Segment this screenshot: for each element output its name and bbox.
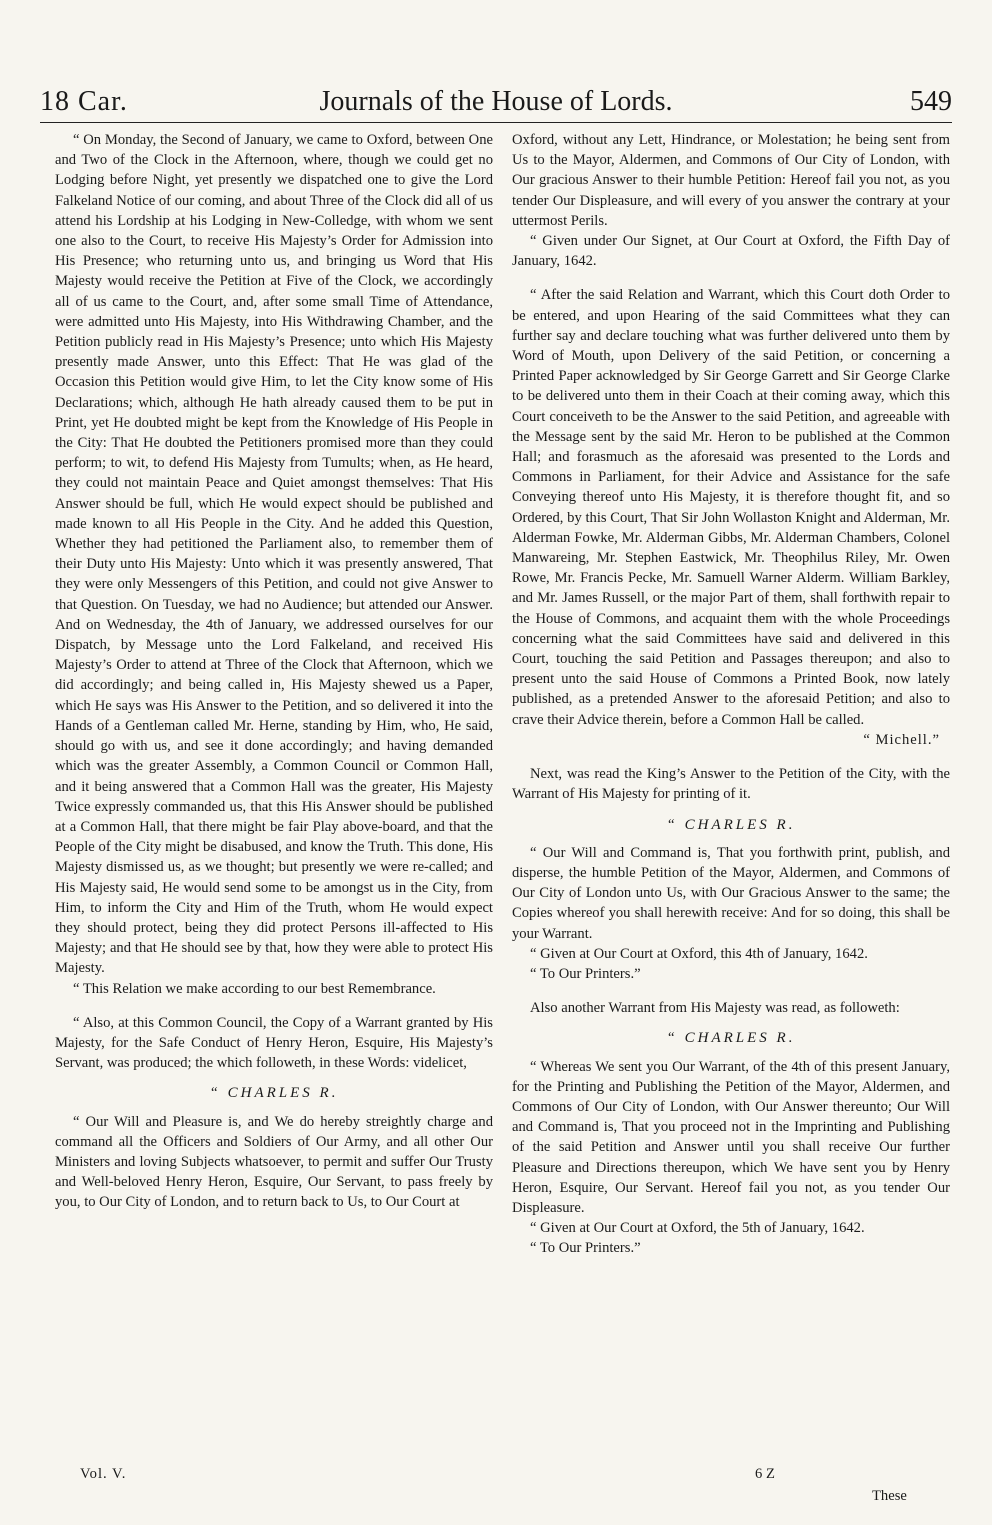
catchword: These <box>872 1488 907 1504</box>
signet-date: “ Given under Our Signet, at Our Court at Oxford, the Fifth Day of January, 1642. <box>512 233 950 270</box>
left-column <box>55 130 493 1213</box>
volume-label: Vol. V. <box>80 1466 127 1482</box>
warrant-text: “ Our Will and Pleasure is, and We do hereby streightly charge and command all the Officers and Soldiers of Our Army, and all other Our Ministers and loving Subjects whatsoever, to permit and suffer Our Trusty and Well-beloved Henry Heron, Esquire, Our Servant, to pass freely by you, to Our City of London, and to return back to Us, to Our Court at <box>55 1113 493 1211</box>
charles-heading-2: “ CHARLES R. <box>666 816 796 833</box>
charles-heading: “ CHARLES R. <box>209 1085 339 1102</box>
warrant-intro: “ Also, at this Common Council, the Copy of a Warrant granted by His Majesty, for the Safe Conduct of Henry Heron, Esquire, His Majesty’s Servant, was produced; the which followeth, in these Words: videlicet, <box>55 1014 493 1072</box>
relation-closing: “ This Relation we make according to our best Remembrance. <box>73 980 436 997</box>
kings-answer-intro: Next, was read the King’s Answer to the Petition of the City, with the Warrant of His Majesty for printing of it. <box>512 766 950 803</box>
court-order-paragraph: “ After the said Relation and Warrant, which this Court doth Order to be entered, and upon Hearing of the said Committees what they can further say and declare touching what was further delivered unto them by Word of Mouth, upon Delivery of the said Petition, or concerning a Printed Paper acknowledged by Sir George Garrett and Sir George Clarke to be delivered unto them in their Coach at their coming away, which this Court conceiveth to be the Answer to the said Petition, and agreeable with the Message sent by the said Mr. Heron to be published at the Common Hall; and forasmuch as the aforesaid was presented to the Lords and Commons in Parliament, for their Advice and Assistance for the safe Conveying thereof unto His Majesty, it is therefore thought fit, and so Ordered, by this Court, That Sir John Wollaston Knight and Alderman, Mr. Alderman Fowke, Mr. Alderman Gibbs, Mr. Alderman Chambers, Colonel Manwareing, Mr. Stephen Eastwick, Mr. Theophilus Riley, Mr. Owen Rowe, Mr. Francis Pecke, Mr. Samuell Warner Alderm. William Barkley, and Mr. James Russell, or the major Part of them, shall forthwith repair to the House of Commons, and acquaint them with the whole Proceedings concerning what the said Committees have said and delivered in this Court, touching the said Petition and Passages thereupon; and also to present unto the said House of Commons a Printed Book, now lately published, as a pretended Answer to the aforesaid Petition; and also to crave their Advice therein, before a Common Hall be called. <box>512 287 950 728</box>
another-warrant-intro: Also another Warrant from His Majesty was read, as followeth: <box>530 1000 900 1017</box>
stay-printing-warrant: “ Whereas We sent you Our Warrant, of the 4th of this present January, for the Printing and Publishing the Petition of the Mayor, Aldermen, and Commons of Our City of London, with Our Answer thereunto; Our Will and Command is, That you proceed not in the Imprinting and Publishing of the said Petition and Answer until you shall receive Our further Pleasure and Directions thereupon, which We have sent you by Henry Heron, Esquire, Our Servant. Hereof fail you not, as you tender Our Displeasure. <box>512 1058 950 1216</box>
signature-mark: 6 Z <box>755 1466 775 1482</box>
header-rule <box>40 122 952 123</box>
journal-title: Journals of the House of Lords. <box>319 86 673 117</box>
stay-warrant-date: “ Given at Our Court at Oxford, the 5th of January, 1642. <box>530 1220 865 1237</box>
warrant-continuation: Oxford, without any Lett, Hindrance, or Molestation; he being sent from Us to the Mayor, Aldermen, and Commons of Our City of London, with Our gracious Answer to their humble Petition: Hereof fail you not, as you tender Our Displeasure, and will every of you answer the contrary at your uttermost Perils. <box>512 132 950 229</box>
right-column <box>512 130 950 1259</box>
michell-signature: “ Michell.” <box>863 731 940 748</box>
charles-heading-3: “ CHARLES R. <box>666 1030 796 1047</box>
relation-paragraph: “ On Monday, the Second of January, we came to Oxford, between One and Two of the Clock in the Afternoon, where, though we could get no Lodging before Night, yet presently we dispatched one to give the Lord Falkeland Notice of our coming, and about Three of the Clock did all of us attend his Lordship at his Lodging in New-Colledge, with whom we sent one also to the Court, to receive His Majesty’s Order for Admission into His Presence; who returning unto us, and bringing us Word that His Majesty would receive the Petition at Five of the Clock, we accordingly all of us came to the Court, and, after some small Time of Attendance, were admitted unto His Majesty, into His Withdrawing Chamber, and the Petition publicly read in His Majesty’s Presence; unto which His Majesty presently made Answer, unto this Effect: That He was glad of the Occasion this Petition would give Him, to let the City know some of His Declarations; which, although He hath already caused them to be put in Print, yet He doubted might be kept from the Knowledge of His People in the City: That He doubted the Petitioners promised more than they could perform; to wit, to defend His Majesty from Tumults; when, as He heard, they could not maintain Peace and Quiet amongst themselves: That His Answer should be full, which He would expect should be published and made known to all His People in the City. And he added this Question, Whether they had petitioned the Parliament also, to remember them of their Duty unto His Majesty: Unto which it was presently answered, That they were only Messengers of this Petition, and could not give Answer to that Question. On Tuesday, we had no Audience; but attended our Answer. And on Wednesday, the 4th of January, we addressed ourselves for our Dispatch, by Message unto the Lord Falkeland, and received His Majesty’s Order to attend at Three of the Clock that Afternoon, which we did accordingly; and being called in, His Majesty shewed us a Paper, which He says was His Answer to the Petition, and so delivered it into the Hands of a Gentleman called Mr. Herne, standing by Him, who, He said, should go with us, and see it done accordingly; and having demanded which was the greater Assembly, a Common Council or Common Hall, and it being answered that a Common Hall was the greater, His Majesty Twice expressly commanded us, that this His Answer should be published at a Common Hall, that there might be fair Play above-board, and that the People of the City might be disabused, and know the Truth. This done, His Majesty dismissed us, as we thought; but presently we were re-called; and His Majesty said, He would send some to be amongst us in the City, from Him, to inform the City and Him of the Truth, whom He would expect they should protect, being they did protect Persons ill-affected to His Majesty; and that He should see by that, how they were able to protect His Majesty. <box>55 132 493 977</box>
page-number: 549 <box>910 86 952 117</box>
regnal-year: 18 Car. <box>40 86 128 117</box>
printing-warrant: “ Our Will and Command is, That you forthwith print, publish, and disperse, the humble Petition of the Mayor, Aldermen, and Commons of Our City of London unto Us, with Our Gracious Answer to the same; the Copies whereof you shall herewith receive: And for so doing, this shall be your Warrant. <box>512 844 950 942</box>
to-printers-2: “ To Our Printers.” <box>530 1240 641 1257</box>
to-printers: “ To Our Printers.” <box>530 965 641 982</box>
printing-warrant-date: “ Given at Our Court at Oxford, this 4th of January, 1642. <box>530 945 868 962</box>
